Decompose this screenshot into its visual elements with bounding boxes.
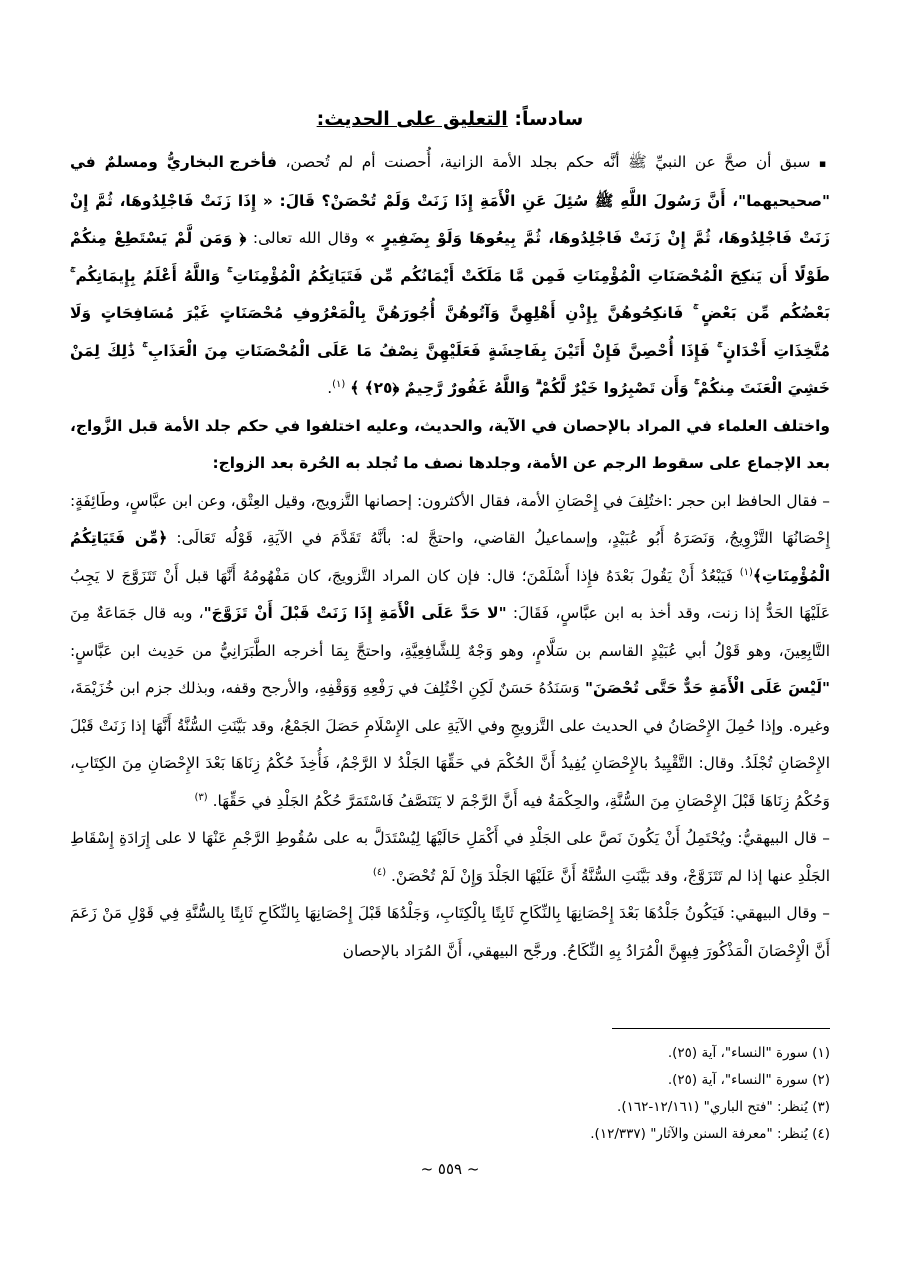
paragraph-1-text: سبق أن صحَّ عن النبيِّ ﷺ أنَّه حكم بجلد الأمة الزانية، أُحصنت أم لم تُحصن،	[276, 153, 819, 171]
hadith-quote-2: "لَيْسَ عَلَى الْأَمَةِ حَدٌّ حَتَّى تُحْصَنَ"	[584, 679, 830, 697]
paragraph-2: واختلف العلماء في المراد بالإحصان في الآية، والحديث، وعليه اختلفوا في حكم جلد الأمة قبل الزَّواج، بعد الإجماع على سقوط الرجم عن الأمة، وجلدها نصف ما تُجلد به الحُرة بعد الزواج:	[70, 416, 830, 472]
footnote-ref: (١)	[739, 566, 753, 578]
page-body	[70, 108, 830, 970]
footnote-4: (٤) يُنظر: "معرفة السنن والآثار" (١٢/٣٣٧).	[590, 1126, 830, 1142]
footnote-ref: (١)	[332, 378, 346, 390]
hadith-quote-1: "لا حَدَّ عَلَى الْأَمَةِ إِذَا زَنَتْ قَبْلَ أَنْ تَزَوَّجَ"	[203, 604, 507, 622]
footnote-divider	[612, 1028, 830, 1029]
paragraph-3-text3: ، وبه قال جَمَاعَةٌ مِنَ التَّابِعِينَ، وهو قَوْلُ أبي عُبَيْدٍ القاسم بن سَلَّامٍ، وهو وَجْهٌ لِلشَّافِعِيَّةِ، واحتجَّ بِمَا أخرجه الطَّبَرَانِيُّ من حَدِيث ابن عَبَّاسٍ:	[70, 604, 830, 660]
page-number: ~ ٥٥٩ ~	[420, 1160, 480, 1178]
bullet-icon: ▪	[818, 157, 830, 170]
footnotes	[330, 1040, 830, 1148]
paragraph-3	[70, 483, 830, 821]
heading-prefix: سادساً:	[507, 108, 584, 130]
paragraph-4-text: – قال البيهقيُّ: ويُحْتَمِلُ أَنْ يَكُونَ نَصَّ على الجَلْدِ في أَكْمَلِ حَالَيْهَا لِيُسْتَدَلَّ به على سُقُوطِ الرَّجْمِ عَنْهَا لا على إِرَادَةِ إِسْقَاطِ الجَلْدِ عنها إذا لم تَتَزَوَّجْ، وقد بَيَّنَتِ السُّنَّةُ أَنَّ عَلَيْهَا الجَلْدَ وَإِنْ لَمْ تُحْصَنْ.	[70, 829, 830, 885]
footnote-ref: (٤)	[372, 866, 387, 878]
paragraph-3-text4: وَسَنَدُهُ حَسَنٌ لَكِنِ اخْتُلِفَ في رَفْعِهِ وَوَقْفِهِ، والأرجح وقفه، وبذلك جزم ابن خُزَيْمَةَ، وغيره. وإذا حُمِلَ الإِحْصَانُ في الحديث على التَّزويجِ وفي الآيَةِ على الإِسْلَامِ حَصَلَ الجَمْعُ، وقد بَيَّنَتِ السُّنَّةُ أَنَّهَا إذا زَنَتْ قَبْلَ الإِحْصَانِ تُجْلَدُ. وقال: التَّقْيِيدُ بالإِحْصَانِ يُفِيدُ أَنَّ الحُكْمَ في حَقِّهَا الجَلْدُ لا الرَّجْمُ، فَأُخِذَ حُكْمُ زِنَاهَا بَعْدَ الإِحْصَانِ مِنَ الكِتَابِ، وَحُكْمُ زِنَاهَا قَبْلَ الإِحْصَانِ مِنَ السُّنَّةِ، والحِكْمَةُ فيه أَنَّ الرَّجْمَ لا يَتَنَصَّفُ فَاسْتَمَرَّ حُكْمُ الجَلْدِ في حَقِّهَا.	[70, 679, 830, 810]
paragraph-4	[70, 820, 830, 895]
footnote-3: (٣) يُنظر: "فتح الباري" (١٢/١٦١-١٦٢).	[617, 1099, 830, 1115]
paragraph-1: ▪ سبق أن صحَّ عن النبيِّ ﷺ أنَّه حكم بجلد الأمة الزانية، أُحصنت أم لم تُحصن، فأخرج البخاريُّ ومسلمٌ في "صحيحيهما"، أَنَّ رَسُولَ اللَّهِ ﷺ سُئِلَ عَنِ الْأَمَةِ إِذَا زَنَتْ وَلَمْ تُحْصَنْ؟ قَالَ: « إِذَا زَنَتْ فَاجْلِدُوهَا، ثُمَّ إِنْ زَنَتْ فَاجْلِدُوهَا، ثُمَّ إِنْ زَنَتْ فَاجْلِدُوهَا، ثُمَّ بِيعُوهَا وَلَوْ بِضَفِيرٍ » وقال الله تعالى: ﴿ وَمَن لَّمْ يَسْتَطِعْ مِنكُمْ طَوْلًا أَن يَنكِحَ الْمُحْصَنَاتِ الْمُؤْمِنَاتِ فَمِن مَّا مَلَكَتْ أَيْمَانُكُم مِّن فَتَيَاتِكُمُ الْمُؤْمِنَاتِ ۚ وَاللَّهُ أَعْلَمُ بِإِيمَانِكُم ۚ بَعْضُكُم مِّن بَعْضٍ ۚ فَانكِحُوهُنَّ بِإِذْنِ أَهْلِهِنَّ وَآتُوهُنَّ أُجُورَهُنَّ بِالْمَعْرُوفِ مُحْصَنَاتٍ غَيْرَ مُسَافِحَاتٍ وَلَا مُتَّخِذَاتِ أَخْدَانٍ ۚ فَإِذَا أُحْصِنَّ فَإِنْ أَتَيْنَ بِفَاحِشَةٍ فَعَلَيْهِنَّ نِصْفُ مَا عَلَى الْمُحْصَنَاتِ مِنَ الْعَذَابِ ۚ ذَٰلِكَ لِمَنْ خَشِيَ الْعَنَتَ مِنكُمْ ۚ وَأَن تَصْبِرُوا خَيْرٌ لَّكُمْ ۗ وَاللَّهُ غَفُورٌ رَّحِيمٌ ﴿٢٥﴾ ﴾ $^{(١)}$.	[70, 153, 831, 397]
footnote-ref: (٣)	[194, 791, 208, 803]
section-heading	[70, 108, 830, 130]
paragraph-1-source: فأخرج البخاريُّ ومسلمٌ في "صحيحيهما"،	[70, 153, 831, 210]
paragraph-3-text2: فَيَبْعُدُ أَنْ يَقُولَ بَعْدَهُ فإِذا أَسْلَمْنَ؛ قال: فإن كان المراد التَّزويجَ، كان مَفْهُومُهُ أَنَّهَا قبل أَنْ تَتَزَوَّجَ لا يَجِبُ عَلَيْهَا الحَدُّ إذا زنت، وقد أخذ به ابن عبَّاسٍ، فَقَالَ:	[70, 566, 831, 622]
paragraph-5: – وقال البيهقي: فَيَكُونُ جَلْدُهَا بَعْدَ إِحْصَانِهَا بِالنِّكَاحِ ثَابِتًا بِالْكِتَابِ، وَجَلْدُهَا قَبْلَ إِحْصَانِهَا بِالنِّكَاحِ ثَابِتًا بِالسُّنَّةِ فِي قَوْلِ مَنْ زَعَمَ أَنَّ الْإِحْصَانَ الْمَذْكُورَ فِيهِنَّ الْمُرَادُ بِهِ النِّكَاحُ. ورجَّح البيهقي، أَنَّ المُرَاد بالإحصان	[70, 904, 830, 960]
quran-excerpt: ﴿مِّن فَتَيَاتِكُمُ الْمُؤْمِنَاتِ﴾	[70, 529, 830, 585]
paragraph-3-text1: – فقال الحافظ ابن حجر :اختُلِفَ في إِحْصَانِ الأمة، فقال الأكثرون: إحصانها التَّزويج، وقيل العِتْق، وعن ابن عبَّاسٍ، وطَائِفَةٍ: إِحْصَانُهَا التَّزْوِيجُ، وَنَصَرَهُ أَبُو عُبَيْدٍ، وإسماعيلُ القاضي، واحتجَّ له: بأنَّهُ تَقَدَّمَ في الآيَةِ، قَوْلُه تَعَالَى:	[70, 491, 830, 547]
paragraph-1-intro: وقال الله تعالى:	[246, 229, 365, 247]
footnote-1: (١) سورة "النساء"، آية (٢٥).	[667, 1045, 830, 1061]
footnote-2: (٢) سورة "النساء"، آية (٢٥).	[667, 1072, 830, 1088]
heading-title: التعليق على الحديث:	[316, 108, 508, 130]
hadith-text: أَنَّ رَسُولَ اللَّهِ ﷺ سُئِلَ عَنِ الْأَمَةِ إِذَا زَنَتْ وَلَمْ تُحْصَنْ؟ قَالَ: « إِذَا زَنَتْ فَاجْلِدُوهَا، ثُمَّ إِنْ زَنَتْ فَاجْلِدُوهَا، ثُمَّ إِنْ زَنَتْ فَاجْلِدُوهَا، ثُمَّ بِيعُوهَا وَلَوْ بِضَفِيرٍ »	[70, 191, 830, 247]
quran-verse: ﴿ وَمَن لَّمْ يَسْتَطِعْ مِنكُمْ طَوْلًا أَن يَنكِحَ الْمُحْصَنَاتِ الْمُؤْمِنَاتِ فَمِن مَّا مَلَكَتْ أَيْمَانُكُم مِّن فَتَيَاتِكُمُ الْمُؤْمِنَاتِ ۚ وَاللَّهُ أَعْلَمُ بِإِيمَانِكُم ۚ بَعْضُكُم مِّن بَعْضٍ ۚ فَانكِحُوهُنَّ بِإِذْنِ أَهْلِهِنَّ وَآتُوهُنَّ أُجُورَهُنَّ بِالْمَعْرُوفِ مُحْصَنَاتٍ غَيْرَ مُسَافِحَاتٍ وَلَا مُتَّخِذَاتِ أَخْدَانٍ ۚ فَإِذَا أُحْصِنَّ فَإِنْ أَتَيْنَ بِفَاحِشَةٍ فَعَلَيْهِنَّ نِصْفُ مَا عَلَى الْمُحْصَنَاتِ مِنَ الْعَذَابِ ۚ ذَٰلِكَ لِمَنْ خَشِيَ الْعَنَتَ مِنكُمْ ۚ وَأَن تَصْبِرُوا خَيْرٌ لَّكُمْ ۗ وَاللَّهُ غَفُورٌ رَّحِيمٌ ﴿٢٥﴾ ﴾	[70, 229, 830, 397]
